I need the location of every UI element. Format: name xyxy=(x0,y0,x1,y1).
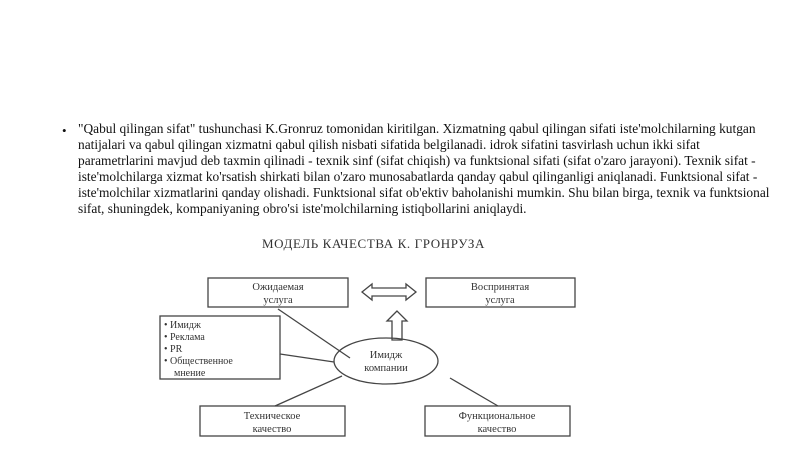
expected-service-line1: Ожидаемая xyxy=(252,282,304,293)
up-arrow-icon xyxy=(387,311,407,340)
expected-service-line2: услуга xyxy=(263,295,293,306)
technical-quality-line1: Техническое xyxy=(243,411,301,422)
image-factor-3: • PR xyxy=(164,344,183,355)
image-factor-1: • Имидж xyxy=(164,320,201,331)
gronroos-model-diagram xyxy=(150,234,610,444)
company-image-ellipse xyxy=(334,338,438,384)
technical-quality-line2: качество xyxy=(252,424,292,435)
bullet-marker: • xyxy=(62,123,67,138)
connector-factors-to-image xyxy=(280,354,334,362)
perceived-service-line1: Воспринятая xyxy=(470,282,530,293)
connector-image-to-technical xyxy=(275,376,342,406)
perceived-service-line2: услуга xyxy=(485,295,515,306)
functional-quality-line2: качество xyxy=(477,424,517,435)
bullet-item xyxy=(62,121,774,218)
image-factor-5: мнение xyxy=(174,368,206,379)
image-factor-4: • Общественное xyxy=(164,356,233,367)
company-image-line2: компании xyxy=(364,363,408,374)
functional-quality-line1: Функциональное xyxy=(458,411,536,422)
connector-image-to-functional xyxy=(450,378,498,406)
image-factor-2: • Реклама xyxy=(164,332,205,343)
diagram-title: МОДЕЛЬ КАЧЕСТВА К. ГРОНРУЗА xyxy=(262,236,485,251)
double-arrow-icon xyxy=(362,284,416,300)
company-image-line1: Имидж xyxy=(369,350,403,361)
diagram-canvas xyxy=(150,234,610,444)
bullet-paragraph: "Qabul qilingan sifat" tushunchasi K.Gronruz tomonidan kiritilgan. Xizmatning qabul qilingan sifati iste'molchilarning kutgan natijalari va qabul qilingan xizmatni qabul qilish nisbati sifatida belgilanadi. idrok sifatini tasvirlash uchun ikki sifat parametrlarini mavjud deb taxmin qilinadi - texnik sinf (sifat chiqish) va funktsional sifati (sifat o'zaro jarayoni). Texnik sifat - iste'molchilarga xizmat ko'rsatish shirkati bilan o'zaro munosabatlarda qanday qabul qilinganligi aniqlanadi. Funktsional sifat - iste'molchilar xizmatlarini qanday olishadi. Funktsional sifat ob'ektiv baholanishi mumkin. Shu bilan birga, texnik va funktsional sifat, shuningdek, kompaniyaning obro'si iste'molchilarning istiqbollarini aniqlaydi. xyxy=(78,121,770,217)
